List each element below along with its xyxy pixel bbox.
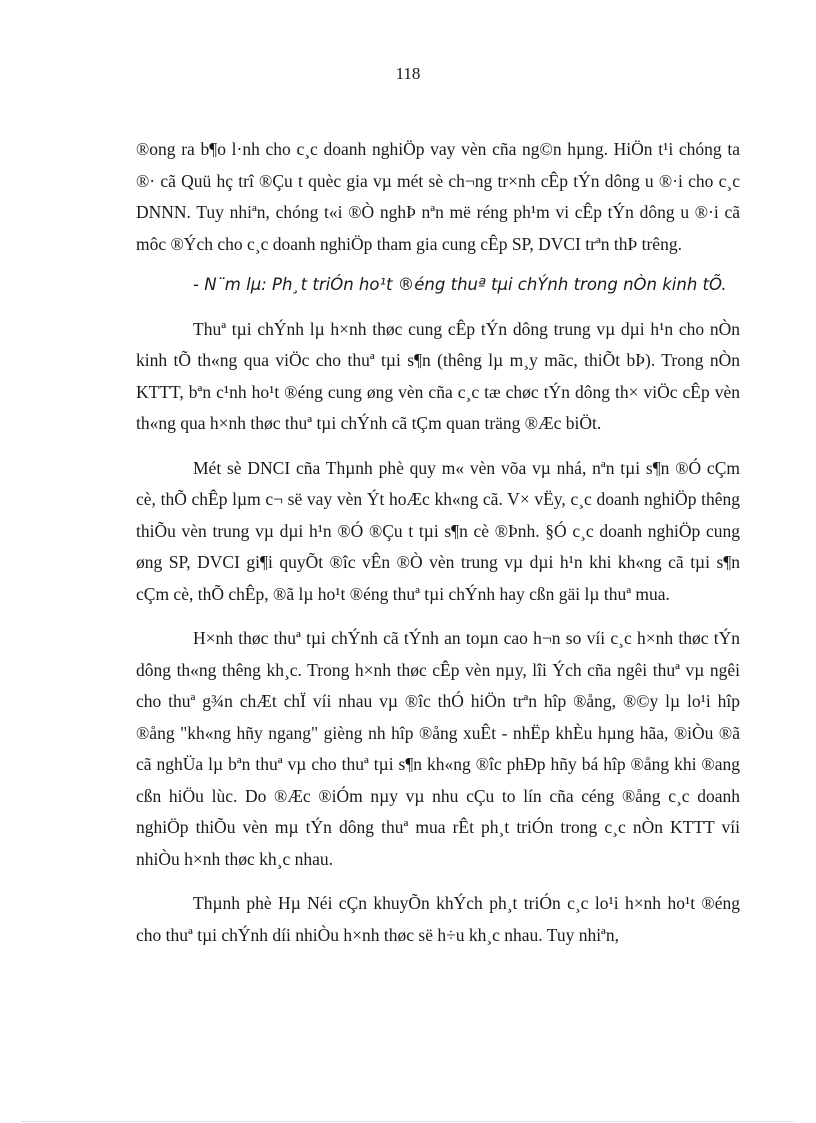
paragraph-5: Thµnh phè Hµ Néi cÇn khuyÕn khÝch ph¸t triÓn c¸c lo¹i h×nh ho¹t ®éng cho thuª tµi chÝnh díi nhiÒu h×nh thøc së h÷u kh¸c nhau. Tuy nhiªn, (136, 893, 740, 945)
paragraph-3: Mét sè DNCI cña Thµnh phè quy m« vèn võa vµ nhá, nªn tµi s¶n ®Ó cÇm cè, thÕ chÊp lµm c¬ së vay vèn Ýt hoÆc kh«ng cã. V× vËy, c¸c doanh nghiÖp thêng thiÕu vèn trung vµ dµi h¹n ®Ó ®Çu t tµi s¶n cè ®Þnh. §Ó c¸c doanh nghiÖp cung øng SP, DVCI gi¶i quyÕt ®îc vÊn ®Ò vèn trung vµ dµi h¹n khi kh«ng cã tµi s¶n cÇm cè, thÕ chÊp, ®ã lµ ho¹t ®éng thuª tµi chÝnh hay cßn gäi lµ thuª mua. (136, 457, 740, 604)
section-heading: - N¨m lµ: Ph¸t triÓn ho¹t ®éng thuª tµi chÝnh trong nÒn kinh tÕ. (193, 275, 727, 294)
body-text (136, 134, 740, 964)
page-number: 118 (395, 64, 421, 83)
page-bottom-divider (22, 1121, 794, 1122)
paragraph-4: H×nh thøc thuª tµi chÝnh cã tÝnh an toµn cao h¬n so víi c¸c h×nh thøc tÝn dông th«ng thêng kh¸c. Trong h×nh thøc cÊp vèn nµy, lîi Ých cña ngêi thuª vµ ngêi cho thuª g¾n chÆt chÏ víi nhau vµ ®îc thÓ hiÖn trªn hîp ®ång, ®©y lµ lo¹i hîp ®ång "kh«ng hñy ngang" gièng nh hîp ®ång xuÊt - nhËp khÈu hµng hãa, ®iÒu ®ã cã nghÜa lµ bªn thuª vµ cho thuª tµi s¶n kh«ng ®îc phÐp hñy bá hîp ®ång khi ®ang cßn hiÖu lùc. Do ®Æc ®iÓm nµy vµ nhu cÇu to lín cña céng ®ång c¸c doanh nghiÖp thiÕu vèn mµ tÝn dông thuª mua rÊt ph¸t triÓn trong c¸c nÒn KTTT víi nhiÒu h×nh thøc kh¸c nhau. (136, 628, 740, 869)
paragraph-1: ®ong ra b¶o l·nh cho c¸c doanh nghiÖp vay vèn cña ng©n hµng. HiÖn t¹i chóng ta ®· cã Quü hç trî ®Çu t quèc gia vµ mét sè ch¬ng tr×nh cÊp tÝn dông u ®·i cho c¸c DNNN. Tuy nhiªn, chóng t«i ®Ò nghÞ nªn më réng ph¹m vi cÊp tÝn dông u ®·i cã môc ®Ých cho c¸c doanh nghiÖp tham gia cung cÊp SP, DVCI trªn thÞ trêng. (136, 139, 740, 254)
paragraph-2: Thuª tµi chÝnh lµ h×nh thøc cung cÊp tÝn dông trung vµ dµi h¹n cho nÒn kinh tÕ th«ng qua viÖc cho thuª tµi s¶n (thêng lµ m¸y mãc, thiÕt bÞ). Trong nÒn KTTT, bªn c¹nh ho¹t ®éng cung øng vèn cña c¸c tæ chøc tÝn dông th× viÖc cÊp vèn th«ng qua h×nh thøc thuª tµi chÝnh cã tÇm quan träng ®Æc biÖt. (136, 318, 740, 433)
